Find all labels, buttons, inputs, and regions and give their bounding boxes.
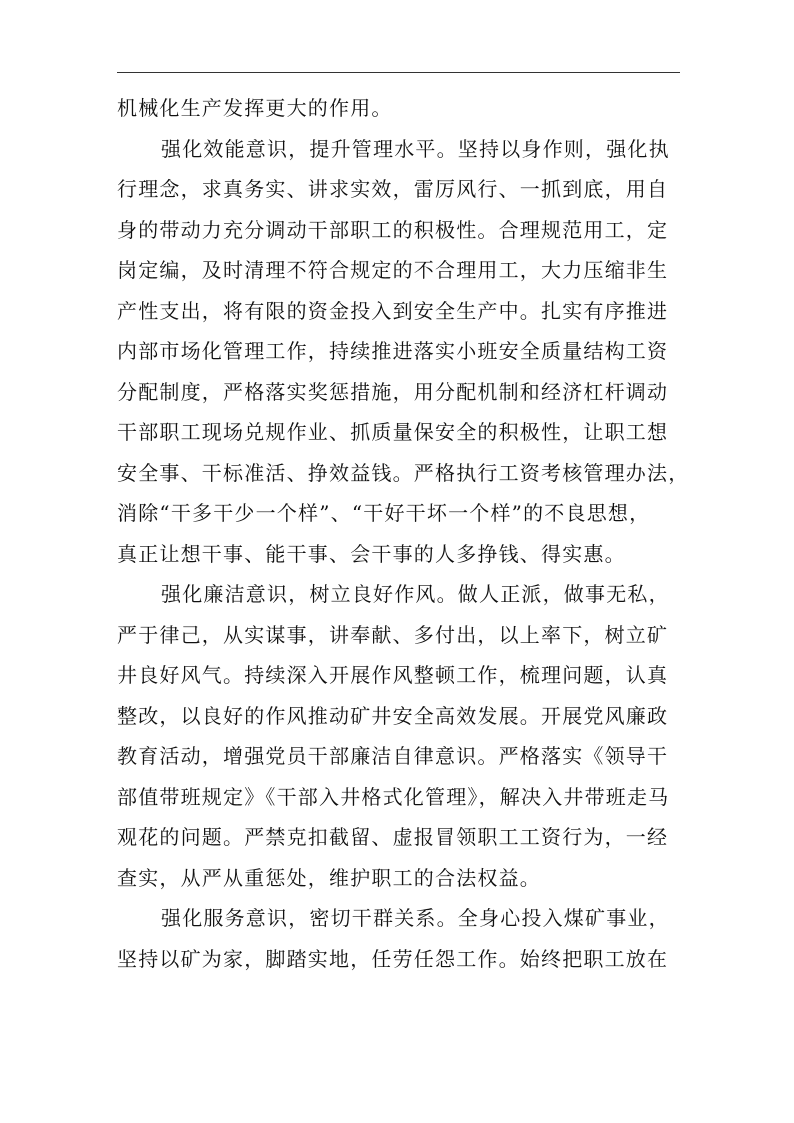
text-line: 部值带班规定》《干部入井格式化管理》，解决入井带班走马 (117, 784, 670, 809)
text-line: 强化服务意识，密切干群关系。全身心投入煤矿事业， (161, 906, 670, 930)
text-line: 消除“干多干少一个样”、“干好干坏一个样”的不良思想， (117, 501, 651, 525)
text-line: 真正让想干事、能干事、会干事的人多挣钱、得实惠。 (117, 541, 626, 566)
document-body (117, 88, 690, 979)
text-line: 强化廉洁意识，树立良好作风。做人正派，做事无私， (161, 582, 670, 606)
text-line: 机械化生产发挥更大的作用。 (117, 96, 393, 120)
text-line: 教育活动，增强党员干部廉洁自律意识。严格落实《领导干 (117, 744, 669, 768)
text-line: 干部职工现场兑规作业、抓质量保安全的积极性，让职工想 (117, 420, 669, 444)
paragraph-efficiency (117, 129, 690, 575)
text-line: 安全事、干标准活、挣效益钱。严格执行工资考核管理办法， (117, 460, 690, 485)
paragraph-continuation (117, 88, 680, 129)
text-line: 身的带动力充分调动干部职工的积极性。合理规范用工，定 (117, 217, 669, 242)
text-line: 查实，从严从重惩处，维护职工的合法权益。 (117, 865, 541, 890)
text-line: 整改，以良好的作风推动矿井安全高效发展。开展党风廉政 (117, 703, 669, 728)
text-line: 分配制度，严格落实奖惩措施，用分配机制和经济杠杆调动 (117, 379, 669, 404)
header-rule (117, 72, 680, 73)
text-line: 严于律己，从实谋事，讲奉献、多付出，以上率下，树立矿 (117, 622, 669, 647)
paragraph-integrity (117, 574, 680, 898)
text-line: 行理念，求真务实、讲求实效，雷厉风行、一抓到底，用自 (117, 177, 669, 201)
text-line: 观花的问题。严禁克扣截留、虚报冒领职工工资行为，一经 (117, 825, 669, 849)
text-line: 产性支出，将有限的资金投入到安全生产中。扎实有序推进 (117, 298, 669, 323)
text-line: 内部市场化管理工作，持续推进落实小班安全质量结构工资 (117, 339, 669, 363)
text-line: 井良好风气。持续深入开展作风整顿工作，梳理问题，认真 (117, 663, 669, 687)
text-line: 强化效能意识，提升管理水平。坚持以身作则，强化执 (161, 136, 670, 161)
text-line: 岗定编，及时清理不符合规定的不合理用工，大力压缩非生 (117, 258, 669, 282)
paragraph-service (117, 898, 680, 979)
text-line: 坚持以矿为家，脚踏实地，任劳任怨工作。始终把职工放在 (117, 946, 669, 971)
